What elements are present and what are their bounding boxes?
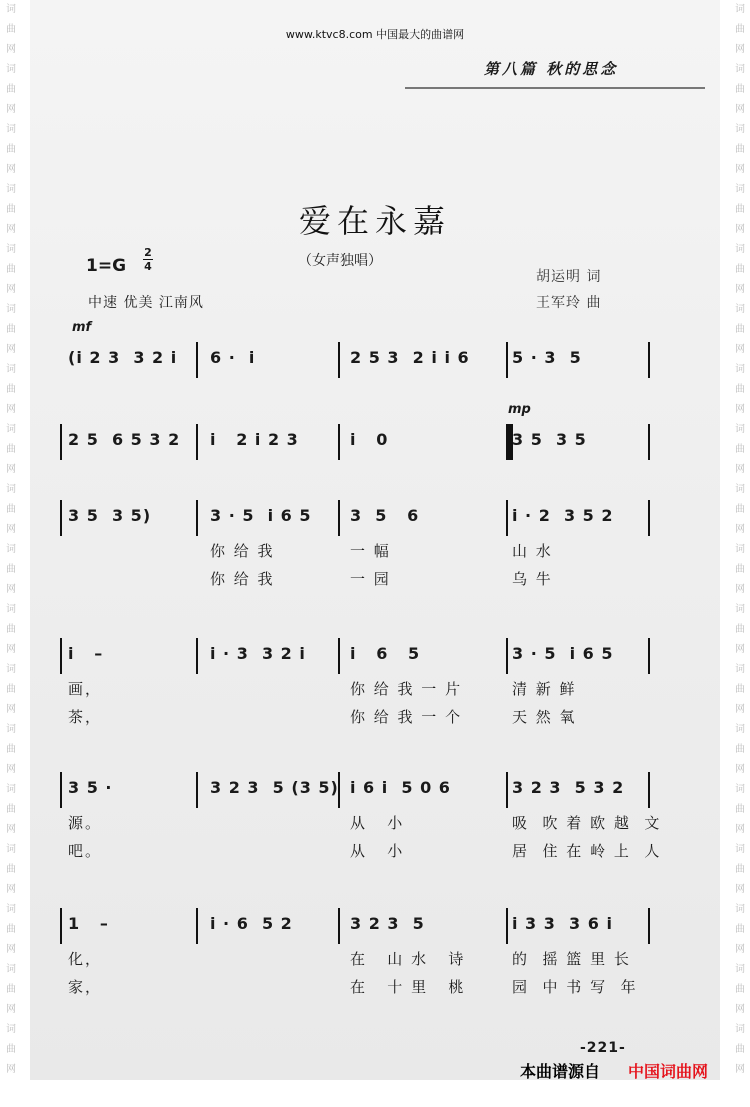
- lyric-line-1: 清 新 鲜: [512, 680, 577, 698]
- watermark-char: 曲: [6, 204, 16, 215]
- dynamic-mark-mf: mf: [72, 320, 92, 335]
- barline: [338, 638, 340, 674]
- lyric-line-1: 从 小: [350, 814, 405, 832]
- barline: [648, 772, 650, 808]
- barline: [60, 638, 62, 674]
- measure-notes: i 2 i 2 3: [210, 430, 299, 449]
- watermark-char: 词: [735, 604, 745, 615]
- measure-notes: 3 2 3 5 (3 5): [210, 778, 339, 797]
- watermark-char: 网: [735, 704, 745, 715]
- watermark-char: 曲: [6, 504, 16, 515]
- watermark-char: 曲: [735, 204, 745, 215]
- watermark-char: 词: [735, 424, 745, 435]
- watermark-char: 曲: [735, 384, 745, 395]
- watermark-char: 网: [6, 44, 16, 55]
- barline: [338, 500, 340, 536]
- watermark-char: 网: [6, 104, 16, 115]
- measure-notes: 3 · 5 i 6 5: [512, 644, 614, 663]
- watermark-char: 词: [735, 844, 745, 855]
- watermark-char: 网: [735, 44, 745, 55]
- barline: [196, 908, 198, 944]
- lyric-line-1: 画，: [68, 680, 103, 698]
- watermark-char: 词: [735, 484, 745, 495]
- watermark-char: 词: [735, 1024, 745, 1035]
- watermark-char: 曲: [6, 384, 16, 395]
- watermark-char: 曲: [735, 624, 745, 635]
- lyric-line-1: 化，: [68, 950, 103, 968]
- watermark-char: 词: [6, 784, 16, 795]
- watermark-char: 网: [6, 764, 16, 775]
- watermark-char: 曲: [735, 264, 745, 275]
- lyric-line-1: 山 水: [512, 542, 553, 560]
- measure-notes: 3 5 ·: [68, 778, 113, 797]
- measure-notes: 3 2 3 5 3 2: [512, 778, 625, 797]
- watermark-char: 词: [735, 4, 745, 15]
- watermark-char: 曲: [735, 324, 745, 335]
- lyric-line-1: 在 山 水 诗: [350, 950, 466, 968]
- watermark-char: 词: [6, 604, 16, 615]
- watermark-char: 曲: [735, 864, 745, 875]
- barline: [506, 500, 508, 536]
- watermark-char: 网: [735, 824, 745, 835]
- watermark-char: 词: [735, 964, 745, 975]
- watermark-char: 网: [6, 404, 16, 415]
- watermark-char: 网: [735, 524, 745, 535]
- watermark-char: 词: [6, 1024, 16, 1035]
- watermark-char: 网: [6, 464, 16, 475]
- watermark-char: 词: [735, 544, 745, 555]
- watermark-char: 词: [735, 124, 745, 135]
- watermark-char: 词: [6, 364, 16, 375]
- watermark-char: 网: [6, 164, 16, 175]
- watermark-char: 词: [735, 184, 745, 195]
- watermark-char: 曲: [6, 564, 16, 575]
- watermark-char: 词: [6, 64, 16, 75]
- measure-notes: 6 · i: [210, 348, 256, 367]
- watermark-char: 词: [6, 664, 16, 675]
- barline: [60, 424, 62, 460]
- lyric-line-2: 天 然 氧: [512, 708, 577, 726]
- measure-notes: i 6 5: [350, 644, 421, 663]
- watermark-char: 词: [735, 244, 745, 255]
- watermark-char: 网: [735, 1064, 745, 1075]
- barline: [648, 424, 650, 460]
- watermark-char: 网: [6, 944, 16, 955]
- footer-source-label: 本曲谱源自: [520, 1062, 601, 1081]
- watermark-char: 网: [735, 644, 745, 655]
- watermark-char: 曲: [6, 744, 16, 755]
- watermark-char: 曲: [6, 684, 16, 695]
- watermark-char: 曲: [735, 504, 745, 515]
- watermark-char: 曲: [735, 564, 745, 575]
- watermark-char: 曲: [735, 84, 745, 95]
- watermark-char: 词: [735, 724, 745, 735]
- watermark-char: 网: [6, 1064, 16, 1075]
- watermark-char: 网: [6, 884, 16, 895]
- dynamic-mark-mp: mp: [508, 402, 531, 417]
- meter-bottom: 4: [144, 260, 152, 273]
- watermark-char: 网: [735, 944, 745, 955]
- barline: [338, 342, 340, 378]
- watermark-char: 词: [735, 304, 745, 315]
- measure-notes: 2 5 3 2 i i 6: [350, 348, 470, 367]
- footer-site-link[interactable]: 中国词曲网: [628, 1062, 709, 1081]
- barline: [196, 342, 198, 378]
- lyric-line-2: 在 十 里 桃: [350, 978, 466, 996]
- lyric-line-2: 园 中 书 写 年: [512, 978, 638, 996]
- watermark-char: 词: [735, 364, 745, 375]
- measure-notes: (i 2 3 3 2 i: [68, 348, 178, 367]
- key-signature: 1=G: [86, 256, 127, 276]
- measure-notes: i 3 3 3 6 i: [512, 914, 613, 933]
- watermark-char: 网: [735, 764, 745, 775]
- barline: [506, 342, 508, 378]
- watermark-char: 曲: [6, 924, 16, 935]
- barline: [338, 424, 340, 460]
- watermark-char: 曲: [6, 264, 16, 275]
- measure-notes: 3 5 6: [350, 506, 420, 525]
- watermark-char: 网: [735, 884, 745, 895]
- watermark-char: 曲: [6, 144, 16, 155]
- barline: [648, 908, 650, 944]
- tempo-style: 中速 优美 江南风: [88, 295, 204, 311]
- watermark-char: 曲: [6, 84, 16, 95]
- watermark-char: 词: [6, 4, 16, 15]
- barline: [506, 638, 508, 674]
- watermark-char: 词: [6, 124, 16, 135]
- barline: [338, 908, 340, 944]
- lyric-line-2: 家，: [68, 978, 103, 996]
- measure-notes: 5 · 3 5: [512, 348, 582, 367]
- watermark-char: 词: [6, 844, 16, 855]
- watermark-char: 词: [735, 664, 745, 675]
- barline: [196, 638, 198, 674]
- meter-top: 2: [144, 246, 152, 259]
- song-subtitle: （女声独唱）: [298, 253, 382, 269]
- barline: [506, 772, 508, 808]
- watermark-char: 网: [735, 284, 745, 295]
- barline: [648, 638, 650, 674]
- watermark-char: 网: [6, 524, 16, 535]
- watermark-char: 网: [735, 464, 745, 475]
- watermark-char: 词: [6, 724, 16, 735]
- barline: [196, 500, 198, 536]
- staff-row: [60, 636, 660, 726]
- lyric-line-2: 乌 牛: [512, 570, 553, 588]
- watermark-char: 曲: [6, 864, 16, 875]
- barline: [60, 500, 62, 536]
- site-header[interactable]: www.ktvc8.com 中国最大的曲谱网: [285, 28, 465, 41]
- lyric-line-1: 你 给 我 一 片: [350, 680, 463, 698]
- watermark-char: 曲: [735, 144, 745, 155]
- measure-notes: i 6 i 5 0 6: [350, 778, 451, 797]
- lyric-line-2: 你 给 我 一 个: [350, 708, 463, 726]
- measure-notes: i · 2 3 5 2: [512, 506, 614, 525]
- watermark-char: 词: [6, 424, 16, 435]
- barline: [196, 424, 198, 460]
- watermark-char: 曲: [6, 984, 16, 995]
- watermark-char: 词: [735, 904, 745, 915]
- watermark-char: 网: [6, 704, 16, 715]
- barline: [506, 908, 508, 944]
- measure-notes: i 0: [350, 430, 389, 449]
- watermark-char: 网: [735, 104, 745, 115]
- staff-row: [60, 498, 660, 588]
- right-watermark-strip: [733, 0, 747, 1080]
- watermark-char: 曲: [6, 804, 16, 815]
- watermark-char: 词: [6, 244, 16, 255]
- lyricist-credit: 胡运明 词: [536, 269, 602, 285]
- barline: [60, 772, 62, 808]
- watermark-char: 曲: [6, 1044, 16, 1055]
- song-title: 爱在永嘉: [298, 202, 451, 240]
- watermark-char: 曲: [735, 444, 745, 455]
- watermark-char: 曲: [6, 324, 16, 335]
- watermark-char: 网: [6, 344, 16, 355]
- lyric-line-2: 居 住 在 岭 上 人: [512, 842, 662, 860]
- watermark-char: 曲: [735, 984, 745, 995]
- lyric-line-1: 吸 吹 着 欧 越 文: [512, 814, 662, 832]
- staff-row: [60, 340, 660, 380]
- watermark-char: 网: [735, 224, 745, 235]
- left-watermark-strip: [4, 0, 18, 1080]
- measure-notes: 3 · 5 i 6 5: [210, 506, 312, 525]
- staff-row: [60, 422, 660, 462]
- watermark-char: 词: [6, 904, 16, 915]
- barline: [648, 342, 650, 378]
- lyric-line-2: 茶，: [68, 708, 103, 726]
- watermark-char: 词: [6, 964, 16, 975]
- lyric-line-2: 你 给 我: [210, 570, 275, 588]
- chapter-heading: 第八篇 秋的思念: [484, 60, 619, 78]
- barline: [60, 908, 62, 944]
- watermark-char: 网: [735, 1004, 745, 1015]
- watermark-char: 网: [6, 1004, 16, 1015]
- watermark-char: 曲: [735, 1044, 745, 1055]
- watermark-char: 网: [735, 344, 745, 355]
- lyric-line-2: 一 园: [350, 570, 391, 588]
- watermark-char: 网: [6, 644, 16, 655]
- barline: [648, 500, 650, 536]
- watermark-char: 曲: [6, 24, 16, 35]
- watermark-char: 网: [735, 584, 745, 595]
- composer-credit: 王军玲 曲: [536, 295, 602, 311]
- measure-notes: 3 5 3 5): [68, 506, 152, 525]
- watermark-char: 曲: [6, 444, 16, 455]
- page-number: -221-: [580, 1040, 626, 1056]
- watermark-char: 曲: [735, 924, 745, 935]
- watermark-char: 网: [6, 284, 16, 295]
- watermark-char: 词: [6, 184, 16, 195]
- staff-row: [60, 906, 660, 996]
- watermark-char: 网: [6, 584, 16, 595]
- watermark-char: 曲: [735, 804, 745, 815]
- lyric-line-2: 从 小: [350, 842, 405, 860]
- watermark-char: 曲: [735, 684, 745, 695]
- watermark-char: 网: [735, 404, 745, 415]
- time-signature: [143, 246, 153, 273]
- lyric-line-1: 的 摇 篮 里 长: [512, 950, 631, 968]
- watermark-char: 词: [735, 64, 745, 75]
- watermark-char: 词: [6, 484, 16, 495]
- watermark-char: 网: [735, 164, 745, 175]
- measure-notes: 3 5 3 5: [512, 430, 587, 449]
- measure-notes: i –: [68, 644, 104, 663]
- measure-notes: 3 2 3 5: [350, 914, 425, 933]
- lyric-line-1: 一 幅: [350, 542, 391, 560]
- lyric-line-1: 源。: [68, 814, 103, 832]
- watermark-char: 网: [6, 824, 16, 835]
- watermark-char: 曲: [735, 744, 745, 755]
- header-rule: [405, 87, 705, 89]
- watermark-char: 曲: [735, 24, 745, 35]
- watermark-char: 词: [6, 304, 16, 315]
- watermark-char: 网: [6, 224, 16, 235]
- measure-notes: 2 5 6 5 3 2: [68, 430, 181, 449]
- barline: [196, 772, 198, 808]
- watermark-char: 词: [6, 544, 16, 555]
- watermark-char: 词: [735, 784, 745, 795]
- staff-row: [60, 770, 662, 860]
- lyric-line-2: 吧。: [68, 842, 103, 860]
- measure-notes: 1 –: [68, 914, 109, 933]
- watermark-char: 曲: [6, 624, 16, 635]
- measure-notes: i · 6 5 2: [210, 914, 293, 933]
- measure-notes: i · 3 3 2 i: [210, 644, 306, 663]
- lyric-line-1: 你 给 我: [210, 542, 275, 560]
